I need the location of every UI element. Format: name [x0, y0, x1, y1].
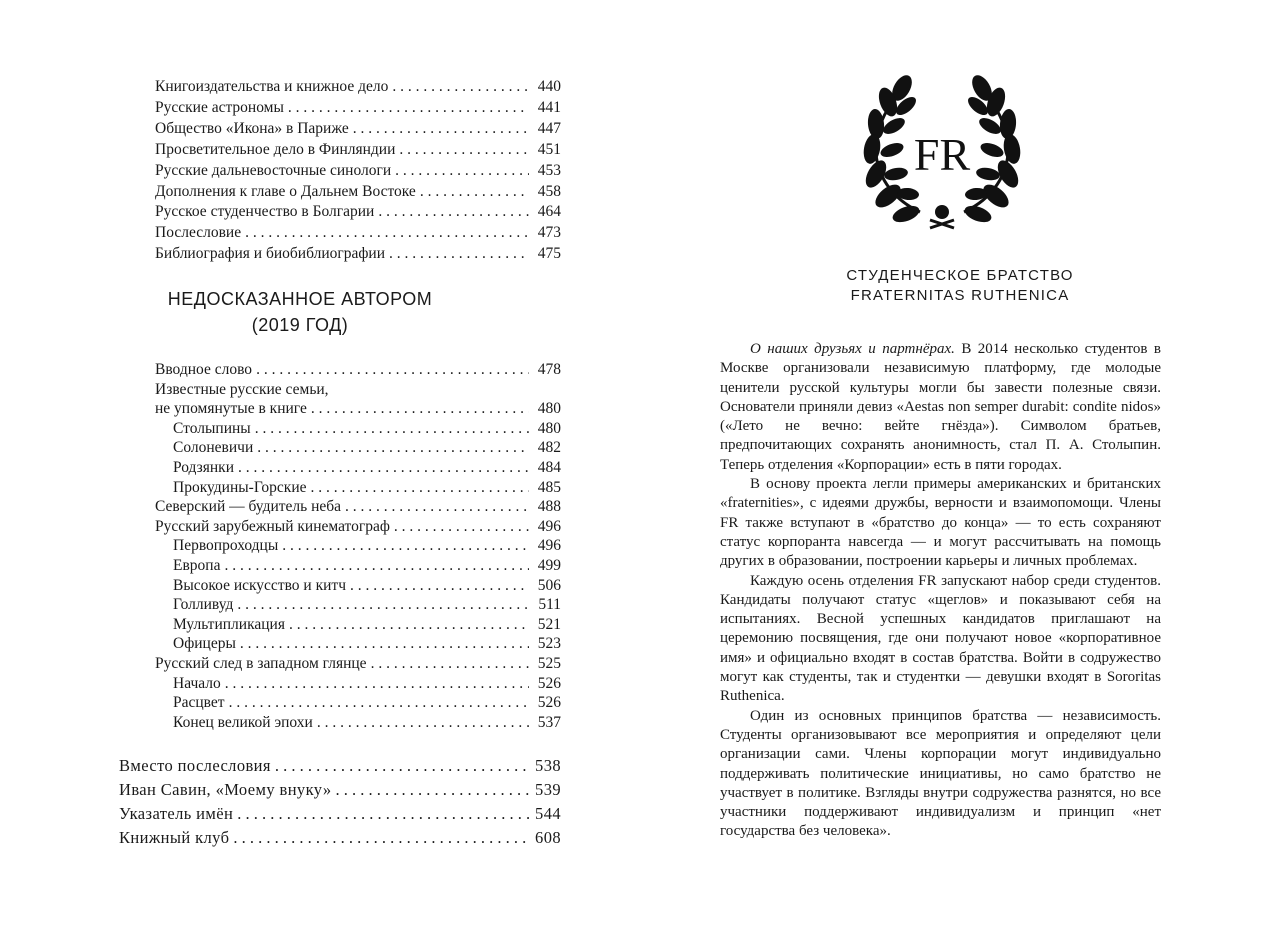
toc-entry-title: Русский след в западном глянце [155, 655, 367, 672]
toc-leader-dots [256, 360, 529, 380]
toc-leader-dots [335, 780, 529, 800]
toc-entry-page: 473 [537, 224, 561, 242]
brand-line1: СТУДЕНЧЕСКОЕ БРАТСТВО [846, 267, 1074, 284]
toc-entry [173, 478, 561, 498]
toc-entry-page: 521 [537, 615, 561, 633]
toc-entry-title: Мультипликация [173, 615, 285, 633]
paragraph-1-lead: О наших друзьях и партнёрах. [750, 341, 955, 357]
toc-entry-title: Солоневичи [173, 439, 254, 457]
toc-entry [155, 119, 561, 139]
toc-entry [173, 615, 561, 635]
toc-entry [173, 693, 561, 713]
toc-leader-dots [225, 674, 529, 694]
toc-entry-title: Родзянки [173, 459, 234, 476]
toc-entry-page: 539 [535, 780, 561, 799]
toc-entry-page: 447 [537, 119, 561, 137]
toc-entry-title: Высокое искусство и китч [173, 576, 346, 594]
paragraph-4: Один из основных принципов братства — независимость. Студенты организовывают все мероприятия и определяют цели организации сами. Члены корпорации могут индивидуально поддерживать политические инициативы, но само братство не участвует в политике. Взгляды внутри содружества разнятся, но все участники поддерживают индивидуализм и принцип «нет государства без человека». [720, 707, 1161, 840]
section-title-line1: НЕДОСКАЗАННОЕ АВТОРОМ [167, 289, 433, 309]
toc-entry-title: Голливуд [173, 596, 234, 614]
toc-entry-title: Библиография и биобиблиографии [155, 245, 385, 263]
toc-leader-dots [378, 202, 529, 222]
toc-entry-title: не упомянутые в книге [155, 400, 307, 418]
toc-entry-title: Общество «Икона» в Париже [155, 119, 349, 137]
toc-entry-page: 484 [537, 459, 561, 476]
toc-entry [155, 140, 561, 160]
toc-entry [173, 674, 561, 694]
toc-leader-dots [420, 182, 529, 202]
toc-entry-page: 475 [537, 245, 561, 263]
toc-leader-dots [399, 140, 529, 160]
toc-leader-dots [353, 119, 529, 139]
paragraph-1 [720, 340, 1161, 475]
toc-leader-dots [240, 634, 529, 654]
toc-leader-dots [245, 223, 529, 243]
toc-leader-dots [237, 595, 529, 615]
toc-entry-title: Русские астрономы [155, 98, 284, 116]
toc-entry-title: Конец великой эпохи [173, 713, 313, 731]
toc-leader-dots [350, 576, 529, 596]
toc-entry-page: 458 [537, 182, 561, 200]
toc-entry-title: Русский зарубежный кинематограф [155, 517, 390, 535]
toc-entry-title: Офицеры [173, 635, 236, 653]
body-text [720, 340, 1161, 842]
toc-entry-page: 525 [537, 655, 561, 672]
brand-line2: FRATERNITAS RUTHENICA [850, 287, 1070, 304]
toc-entry-title: Европа [173, 557, 221, 574]
toc-entry-page: 451 [537, 140, 561, 158]
toc-leader-dots [311, 478, 529, 498]
toc-entry [155, 77, 561, 97]
toc-entry-page: 526 [537, 694, 561, 712]
toc-leader-dots [282, 536, 529, 556]
toc-leader-dots [371, 654, 529, 674]
toc-entry-page: 480 [537, 400, 561, 418]
paragraph-1-text: В 2014 несколько студентов в Москве организовали независимую платформу, где молодые ценители русской культуры могли бы завести полезные связи. Основатели приняли девиз «Aestas non semper durabit: condite nidos» («Лето не вечно: вейте гнёзда»). Символом братьев, предпочитающих сохранять анонимность, стал П. А. Столыпин. Теперь отделения «Корпорации» есть в пяти городах. [720, 341, 1161, 473]
toc-entry-page: 480 [537, 419, 561, 437]
toc-entry-page: 496 [537, 517, 561, 535]
toc-entry [155, 244, 561, 264]
toc-entry-title: Столыпины [173, 419, 251, 437]
toc-leader-dots [224, 556, 529, 576]
paragraph-3: Каждую осень отделения FR запускают набор среди студентов. Кандидаты получают статус «щеглов» и показывают себя на испытаниях. Весной успешных кандидатов приглашают на церемонию посвящения, где они получают новое «корпоративное имя» и официально входят в состав братства. Войти в содружество могут как студенты, так и студентки — девушки входят в Sororitas Ruthenica. [720, 572, 1161, 705]
toc-entry [155, 517, 561, 537]
toc-entry [155, 161, 561, 181]
toc-leader-dots [229, 693, 529, 713]
toc-entry [119, 828, 561, 848]
toc-entry [173, 713, 561, 733]
toc-entry [155, 360, 561, 380]
toc-entry [119, 780, 561, 800]
toc-leader-dots [275, 756, 529, 776]
section-title-line2: (2019 ГОД) [251, 315, 349, 335]
toc-entry-page: 478 [537, 361, 561, 378]
toc-entry [173, 595, 561, 615]
toc-entry-page: 523 [537, 635, 561, 653]
toc-entry [173, 634, 561, 654]
toc-entry-page: 464 [537, 203, 561, 221]
toc-entry-page: 511 [538, 596, 561, 614]
toc-entry-page: 608 [535, 828, 561, 847]
toc-leader-dots [255, 419, 529, 439]
toc-entry-title: Русские дальневосточные синологи [155, 161, 392, 179]
toc-entry [155, 98, 561, 118]
toc-leader-dots [395, 161, 529, 181]
toc-entry-page: 538 [535, 756, 561, 775]
toc-entry [119, 756, 561, 776]
toc-entry [173, 419, 561, 439]
toc-entry [155, 202, 561, 222]
toc-entry-title: Иван Савин, «Моему внуку» [119, 780, 332, 799]
toc-entry [155, 380, 561, 400]
toc-entry-page: 537 [537, 713, 561, 731]
toc-leader-dots [345, 497, 529, 517]
toc-entry [173, 458, 561, 478]
toc-entry [173, 438, 561, 458]
toc-entry-title: Первопроходцы [173, 537, 279, 555]
toc-entry [173, 556, 561, 576]
toc-entry-page: 499 [537, 557, 561, 574]
toc-leader-dots [238, 458, 529, 478]
laurel-wreath-skull-emblem [862, 74, 1022, 234]
toc-leader-dots [317, 713, 529, 733]
toc-leader-dots [311, 399, 529, 419]
emblem-letters: FR [913, 129, 971, 180]
brand-title [780, 266, 1140, 306]
toc-entry [155, 399, 561, 419]
toc-entry-title: Просветительное дело в Финляндии [155, 140, 396, 158]
toc-entry-title: Известные русские семьи, [155, 380, 329, 398]
toc-leader-dots [289, 615, 529, 635]
toc-entry-title: Русское студенчество в Болгарии [155, 203, 375, 221]
toc-entry-page: 482 [537, 439, 561, 457]
toc-leader-dots [288, 98, 529, 118]
toc-leader-dots [233, 828, 529, 848]
toc-entry [173, 536, 561, 556]
paragraph-2: В основу проекта легли примеры американских и британских «fraternities», с идеями дружбы, верности и взаимопомощи. Члены FR также вступают в «братство до конца» — то есть сохраняют статус корпоранта навсегда — и могут рассчитывать на помощь других в образовании, построении карьеры и личных проблемах. [720, 476, 1161, 570]
toc-entry-page: 526 [537, 674, 561, 692]
toc-entry-page: 544 [535, 804, 561, 823]
section-title [150, 286, 450, 338]
toc-leader-dots [389, 244, 529, 264]
toc-entry-title: Указатель имён [119, 804, 234, 823]
toc-entry-title: Прокудины-Горские [173, 478, 307, 496]
toc-entry [119, 804, 561, 824]
toc-entry-title: Вместо послесловия [119, 756, 271, 775]
toc-entry-title: Начало [173, 674, 221, 692]
toc-entry [173, 576, 561, 596]
toc-entry-page: 441 [537, 98, 561, 116]
toc-leader-dots [237, 804, 529, 824]
toc-entry-title: Вводное слово [155, 361, 253, 378]
toc-leader-dots [257, 438, 529, 458]
toc-entry-page: 440 [537, 78, 561, 95]
toc-entry-title: Книжный клуб [119, 828, 230, 847]
toc-entry-title: Книгоиздательства и книжное дело [155, 78, 389, 95]
toc-leader-dots [394, 517, 529, 537]
toc-entry [155, 223, 561, 243]
toc-entry-title: Дополнения к главе о Дальнем Востоке [155, 182, 416, 200]
toc-entry-page: 488 [537, 498, 561, 516]
toc-entry-title: Послесловие [155, 224, 242, 242]
toc-entry-page: 453 [537, 161, 561, 179]
toc-entry [155, 182, 561, 202]
toc-leader-dots [392, 77, 529, 97]
toc-entry-title: Расцвет [173, 694, 225, 712]
toc-entry-page: 485 [537, 478, 561, 496]
toc-entry [155, 654, 561, 674]
toc-entry-page: 496 [537, 537, 561, 555]
toc-entry [155, 497, 561, 517]
toc-entry-title: Северский — будитель неба [155, 498, 342, 516]
toc-entry-page: 506 [537, 576, 561, 594]
